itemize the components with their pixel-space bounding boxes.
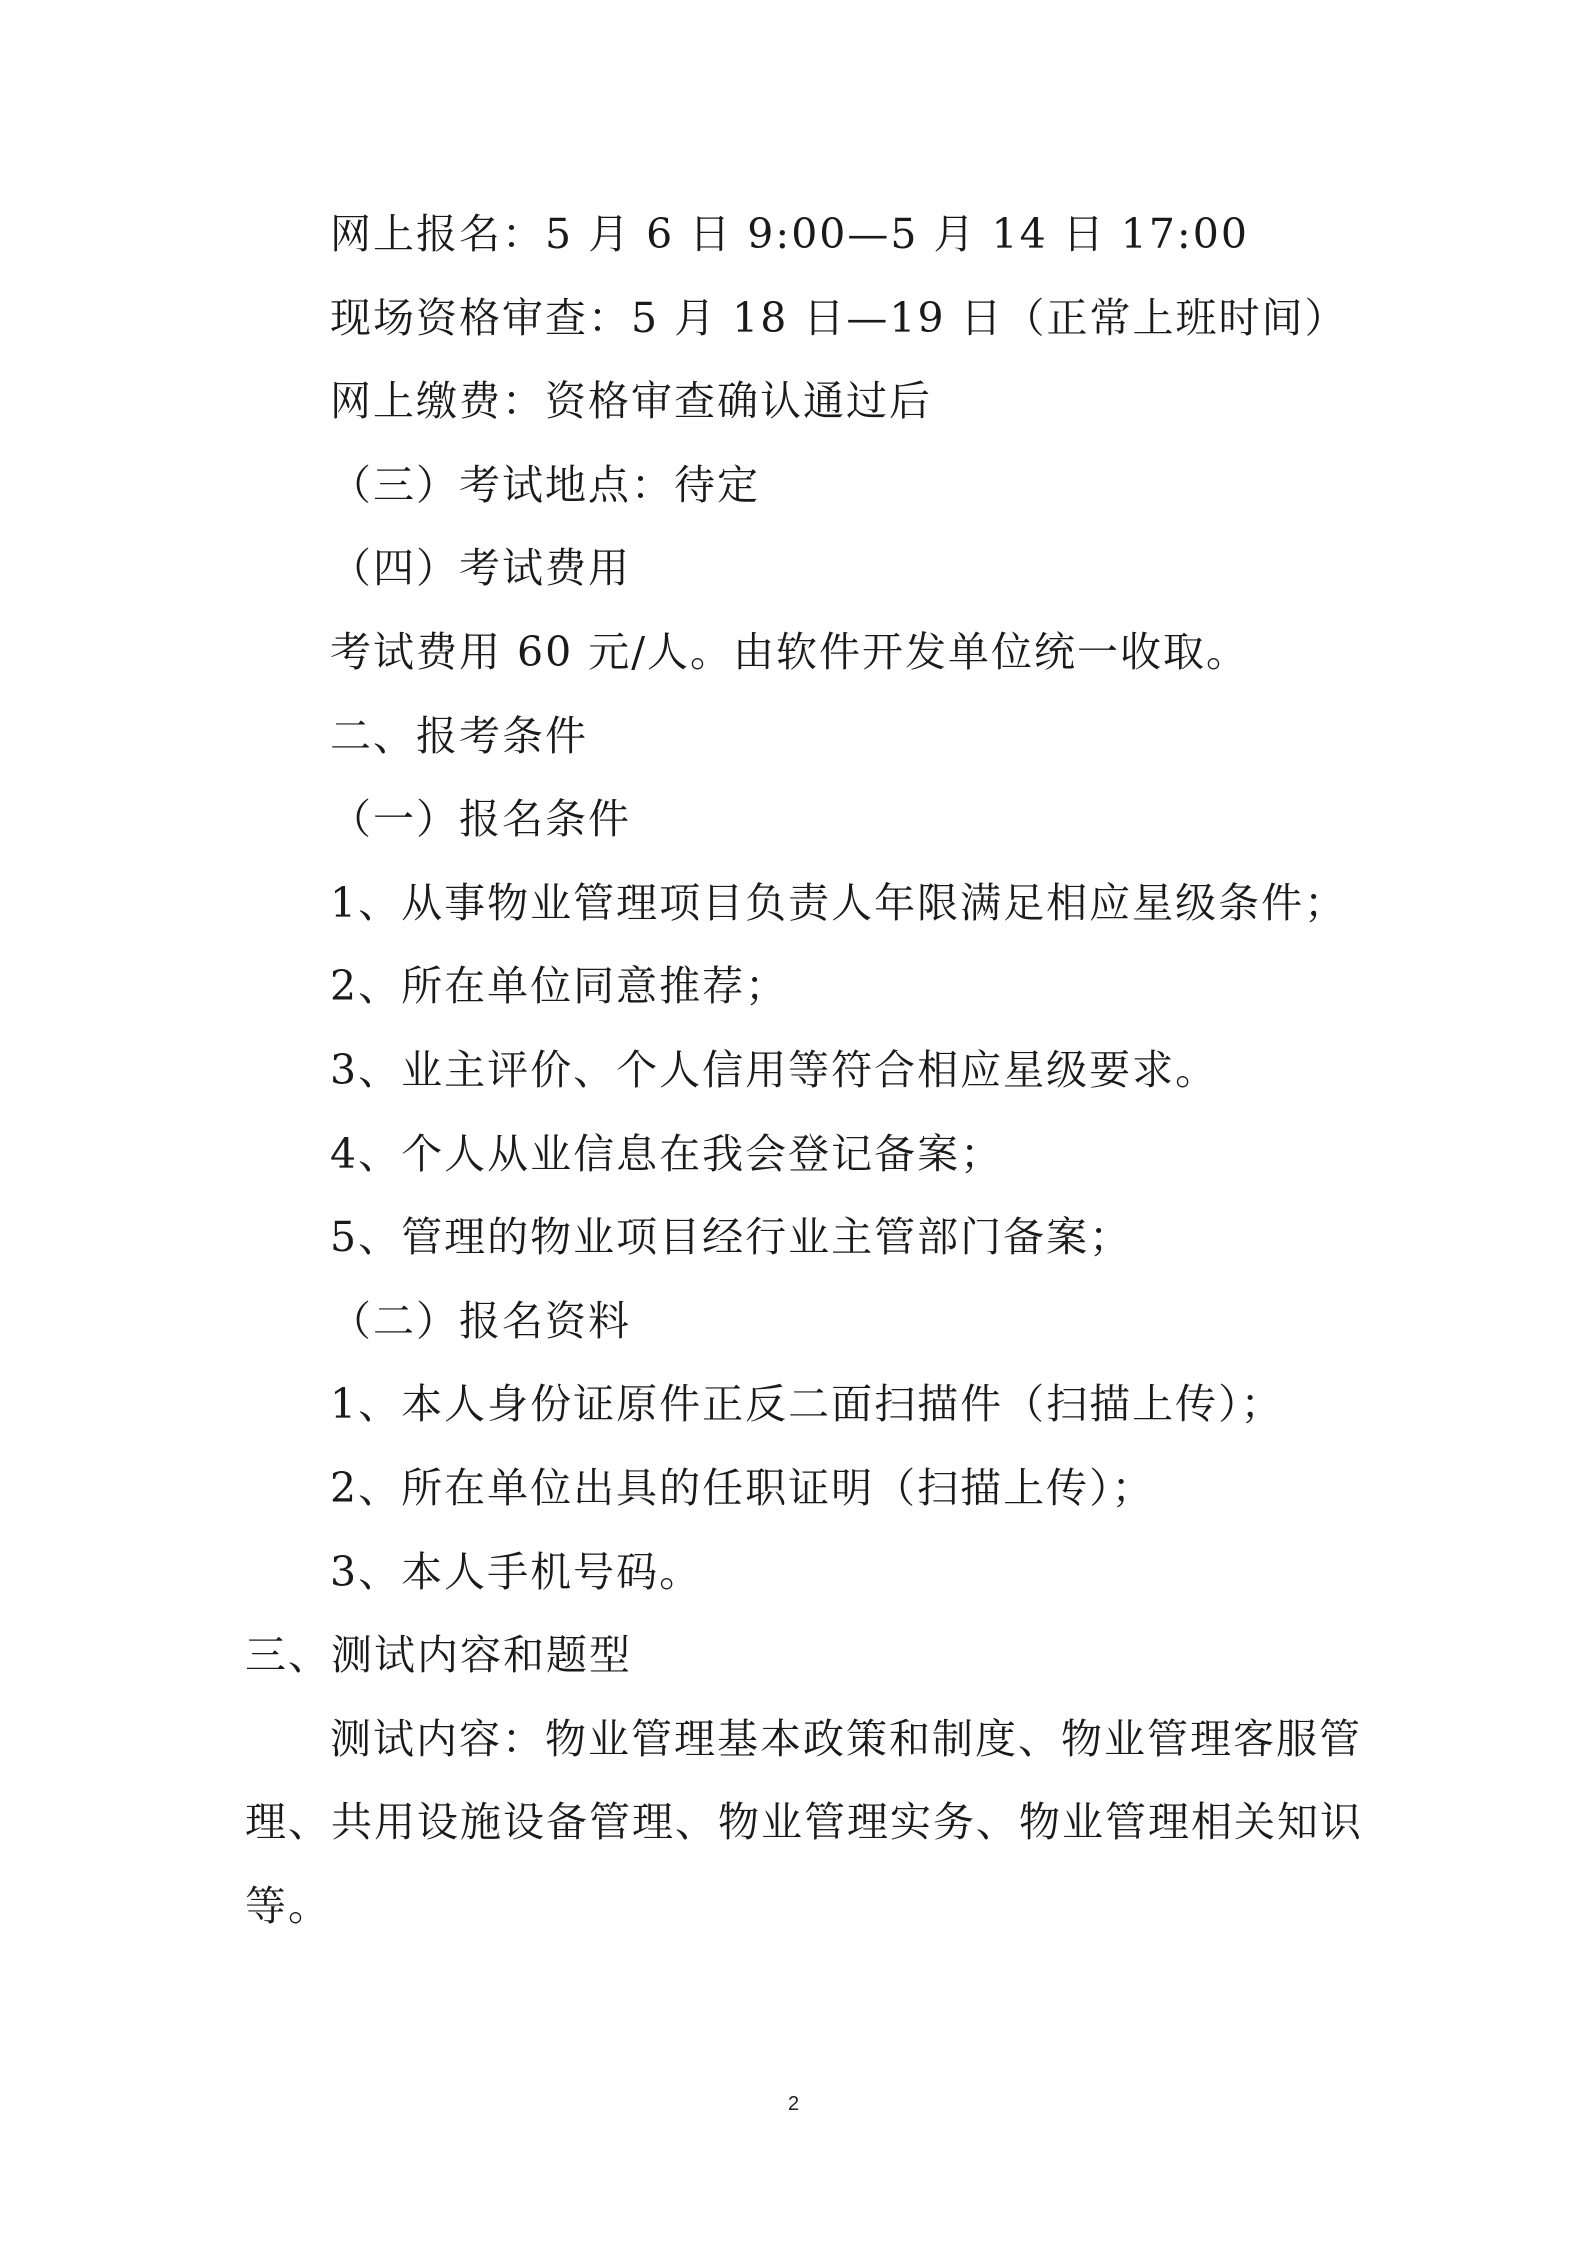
condition-item-3: 3、业主评价、个人信用等符合相应星级要求。	[330, 1046, 1219, 1094]
condition-item-5: 5、管理的物业项目经行业主管部门备案；	[330, 1213, 1133, 1261]
page-number: 2	[787, 2093, 800, 2115]
section-three-heading: 三、测试内容和题型	[245, 1631, 632, 1679]
test-content-line-3: 等。	[245, 1882, 331, 1930]
exam-fee-heading: （四）考试费用	[330, 544, 631, 592]
material-item-3: 3、本人手机号码。	[330, 1548, 703, 1596]
material-item-1: 1、本人身份证原件正反二面扫描件（扫描上传）；	[330, 1380, 1284, 1428]
registration-conditions-heading: （一）报名条件	[330, 795, 631, 843]
registration-online-line: 网上报名：5 月 6 日 9:00—5 月 14 日 17:00	[330, 210, 1249, 258]
material-item-2: 2、所在单位出具的任职证明（扫描上传）；	[330, 1464, 1155, 1512]
condition-item-1: 1、从事物业管理项目负责人年限满足相应星级条件；	[330, 879, 1348, 927]
exam-fee-line: 考试费用 60 元/人。由软件开发单位统一收取。	[330, 628, 1250, 676]
test-content-line-2: 理、共用设施设备管理、物业管理实务、物业管理相关知识	[245, 1798, 1363, 1846]
test-content-line-1: 测试内容：物业管理基本政策和制度、物业管理客服管	[330, 1715, 1362, 1763]
exam-location-line: （三）考试地点：待定	[330, 461, 760, 509]
condition-item-2: 2、所在单位同意推荐；	[330, 962, 789, 1010]
section-two-heading: 二、报考条件	[330, 712, 588, 760]
registration-materials-heading: （二）报名资料	[330, 1297, 631, 1345]
qualification-review-line: 现场资格审查：5 月 18 日—19 日（正常上班时间）	[330, 294, 1348, 342]
condition-item-4: 4、个人从业信息在我会登记备案；	[330, 1130, 1004, 1178]
online-payment-line: 网上缴费：资格审查确认通过后	[330, 377, 932, 425]
